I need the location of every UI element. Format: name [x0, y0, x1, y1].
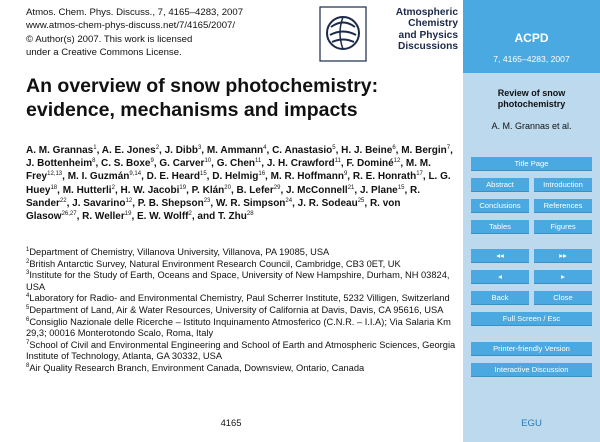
author-separator: ,	[280, 184, 286, 196]
author-separator: ,	[96, 145, 102, 156]
author-separator: ,	[131, 211, 138, 223]
author-separator: ,	[95, 158, 102, 170]
author-separator: ,	[292, 197, 298, 209]
author-separator: ,	[347, 171, 353, 183]
author-name: M. M. Frey	[26, 158, 431, 183]
author-affiliation-marker: 1	[93, 145, 97, 151]
author-name: M. R. Hoffmann	[270, 171, 344, 183]
affiliation-number: 4	[26, 293, 30, 300]
author-affiliation-marker: 15	[199, 171, 207, 178]
author-name: J. Savarino	[72, 197, 126, 209]
copyright: © Author(s) 2007. This work is licensed	[26, 33, 193, 45]
author-separator: ,	[159, 145, 165, 156]
author-separator: ,	[340, 158, 347, 170]
prev-page-button[interactable]: ◂	[471, 270, 529, 284]
affiliation-number: 1	[26, 247, 30, 253]
full-screen-button[interactable]: Full Screen / Esc	[471, 312, 592, 326]
author-affiliation-marker: 12	[125, 197, 133, 204]
affiliation	[26, 259, 456, 271]
author-separator: ,	[62, 171, 68, 183]
author-name: G. Chen	[216, 158, 256, 170]
author-name: P. Klán	[191, 184, 225, 196]
affiliation-number: 8	[26, 362, 30, 369]
author-separator: ,	[211, 158, 217, 170]
author-affiliation-marker: 19	[179, 184, 187, 191]
author-affiliation-marker: 2	[188, 211, 192, 218]
author-name: R. E. Honrath	[352, 171, 417, 183]
author-name: J. McConnell	[286, 184, 348, 196]
affiliation-text: Air Quality Research Branch, Environment Canada, Downsview, Ontario, Canada	[29, 362, 365, 373]
author-affiliation-marker: 11	[334, 158, 341, 165]
author-affiliation-marker: 4	[263, 145, 267, 151]
author-affiliation-marker: 15	[397, 184, 405, 191]
affiliation-text: Department of Land, Air & Water Resources, University of California at Davis, Davis, CA 95616, USA	[29, 304, 444, 315]
sidebar-paper-title: Review of snow photochemistry	[497, 88, 566, 109]
affiliation-text: School of Civil and Environmental Engineering and School of Earth and Atmospheric Sciences, Georgia Institute of Technology, Atlanta, GA 30332, USA	[26, 339, 456, 362]
affiliation-text: Institute for the Study of Earth, Oceans and Space, University of New Hampshire, Durham, NH 03824, USA	[26, 270, 450, 292]
journal-volume: 7, 4165–4283, 2007	[493, 54, 570, 64]
last-page-button[interactable]: ▸▸	[534, 249, 592, 263]
author-name: R. Sander	[26, 184, 420, 209]
author-affiliation-marker: 18	[50, 184, 58, 191]
author-separator: ,	[114, 184, 121, 196]
author-separator: ,	[261, 158, 267, 170]
author-affiliation-marker: 26,27	[61, 211, 77, 218]
author-name: A. M. Grannas	[26, 145, 94, 156]
author-separator: ,	[364, 197, 370, 209]
author-affiliation-marker: 10	[204, 158, 212, 165]
affiliation-text: Department of Chemistry, Villanova University, Villanova, PA 19085, USA	[29, 247, 330, 257]
journal-logo	[318, 4, 460, 66]
logo-line: Discussions	[397, 41, 458, 53]
journal-url[interactable]: www.atmos-chem-phys-discuss.net/7/4165/2007/	[26, 20, 236, 32]
logo-line: Chemistry	[408, 18, 458, 30]
affiliation-list	[26, 247, 456, 375]
title-line: evidence, mechanisms and impacts	[26, 99, 358, 121]
author-name: B. Lefer	[236, 184, 274, 196]
author-name: A. E. Jones	[101, 145, 156, 156]
author-separator: ,	[66, 197, 73, 209]
author-affiliation-marker: 8	[92, 158, 96, 165]
author-affiliation-marker: 3	[197, 145, 202, 151]
author-affiliation-marker: 11	[255, 158, 262, 165]
author-affiliation-marker: 9	[343, 171, 348, 178]
title-page-button[interactable]: Title Page	[471, 157, 592, 171]
paper-title	[26, 74, 446, 122]
author-separator: , and	[191, 211, 218, 223]
author-separator: ,	[186, 184, 192, 196]
interactive-discussion-button[interactable]: Interactive Discussion	[471, 363, 592, 377]
sidebar-header	[463, 0, 600, 73]
close-button[interactable]: Close	[534, 291, 592, 305]
author-separator: ,	[265, 171, 271, 183]
author-separator: ,	[206, 171, 213, 183]
author-affiliation-marker: 9,14	[129, 171, 142, 178]
author-separator: ,	[266, 145, 273, 156]
affiliation	[26, 363, 456, 375]
author-name: F. Dominé	[346, 158, 394, 170]
affiliation-number: 5	[26, 304, 30, 311]
author-separator: ,	[230, 184, 237, 196]
affiliation-number: 7	[26, 339, 30, 346]
sidebar	[463, 0, 600, 442]
author-affiliation-marker: 21	[347, 184, 355, 191]
author-separator: ,	[57, 184, 63, 196]
author-affiliation-marker: 2	[111, 184, 115, 191]
abstract-button[interactable]: Abstract	[471, 178, 529, 192]
citation: Atmos. Chem. Phys. Discuss., 7, 4165–4283, 2007	[26, 7, 244, 18]
author-affiliation-marker: 16	[258, 171, 266, 178]
author-separator: ,	[422, 171, 429, 183]
author-name: J. Plane	[359, 184, 398, 196]
author-name: H. W. Jacobi	[120, 184, 180, 196]
printer-friendly-button[interactable]: Printer-friendly Version	[471, 342, 592, 356]
affiliation	[26, 293, 456, 305]
author-name: P. B. Shepson	[137, 197, 204, 209]
author-name: J. Dibb	[164, 145, 198, 156]
author-separator: ,	[76, 211, 83, 223]
first-page-button[interactable]: ◂◂	[471, 249, 529, 263]
author-affiliation-marker: 29	[273, 184, 281, 191]
globe-logo-icon	[318, 4, 368, 64]
author-name: R. Weller	[82, 211, 125, 223]
author-separator: ,	[335, 145, 342, 156]
logo-line: Atmospheric	[395, 7, 458, 18]
affiliation	[26, 270, 456, 293]
author-affiliation-marker: 12,13	[47, 171, 63, 178]
author-affiliation-marker: 24	[285, 197, 293, 204]
author-affiliation-marker: 6	[392, 145, 396, 151]
author-name: M. Hutterli	[62, 184, 112, 196]
back-button[interactable]: Back	[471, 291, 529, 305]
author-separator: ,	[141, 171, 147, 183]
egu-logo: EGU	[521, 418, 542, 429]
author-affiliation-marker: 2	[155, 145, 160, 151]
affiliation	[26, 305, 456, 317]
header-meta	[26, 6, 243, 60]
author-name: R. von Glasow	[26, 197, 401, 223]
license[interactable]: under a Creative Commons License.	[26, 47, 182, 59]
author-name: H. J. Beine	[341, 145, 393, 156]
author-name: J. Bottenheim	[26, 158, 93, 170]
journal-abbrev: ACPD	[514, 31, 549, 45]
author-affiliation-marker: 9	[150, 158, 154, 165]
author-name: W. R. Simpson	[215, 197, 286, 209]
conclusions-button[interactable]: Conclusions	[471, 199, 529, 213]
author-name: M. I. Guzmán	[67, 171, 130, 183]
page-number: 4165	[220, 417, 242, 428]
author-name: M. Ammann	[206, 145, 264, 156]
author-affiliation-marker: 23	[203, 197, 211, 204]
author-name: E. W. Wolff	[137, 211, 189, 223]
author-name: C. Anastasio	[272, 145, 333, 156]
figures-button[interactable]: Figures	[534, 220, 592, 234]
author-affiliation-marker: 28	[246, 211, 254, 218]
author-affiliation-marker: 25	[357, 197, 365, 204]
author-name: T. Zhu	[217, 211, 247, 223]
affiliation-number: 2	[26, 258, 30, 265]
author-separator: ,	[354, 184, 360, 196]
author-name: D. Helmig	[212, 171, 259, 183]
author-separator: ,	[395, 145, 402, 156]
author-affiliation-marker: 7	[446, 145, 451, 151]
author-separator: ,	[450, 145, 453, 156]
author-list	[26, 144, 454, 223]
author-separator: ,	[404, 184, 410, 196]
affiliation	[26, 317, 456, 340]
affiliation	[26, 340, 456, 363]
author-separator: ,	[153, 158, 160, 170]
author-affiliation-marker: 19	[124, 211, 132, 218]
affiliation	[26, 247, 456, 259]
author-separator: ,	[201, 145, 207, 156]
author-separator: ,	[132, 197, 138, 209]
author-name: J. H. Crawford	[266, 158, 335, 170]
next-page-button[interactable]: ▸	[534, 270, 592, 284]
author-separator: ,	[210, 197, 216, 209]
author-name: C. S. Boxe	[101, 158, 151, 170]
author-affiliation-marker: 12	[393, 158, 401, 165]
affiliation-text: Laboratory for Radio- and Environmental Chemistry, Paul Scherrer Institute, 5232 Villigen, Switzerland	[29, 293, 450, 304]
affiliation-number: 6	[26, 316, 30, 323]
affiliation-text: British Antarctic Survey, Natural Environment Research Council, Cambridge, CB3 0ET, UK	[29, 258, 401, 269]
author-affiliation-marker: 20	[224, 184, 231, 191]
references-button[interactable]: References	[534, 199, 592, 213]
author-affiliation-marker: 17	[416, 171, 423, 178]
author-affiliation-marker: 22	[59, 197, 67, 204]
sidebar-authors: A. M. Grannas et al.	[491, 121, 572, 131]
introduction-button[interactable]: Introduction	[534, 178, 592, 192]
author-separator: ,	[400, 158, 406, 170]
affiliation-number: 3	[26, 270, 30, 277]
author-name: L. G. Huey	[26, 171, 451, 196]
logo-line: and Physics	[398, 29, 458, 41]
author-name: D. E. Heard	[146, 171, 200, 183]
author-name: M. Bergin	[401, 145, 447, 156]
author-affiliation-marker: 5	[332, 145, 336, 151]
tables-button[interactable]: Tables	[471, 220, 529, 234]
affiliation-text: Consiglio Nazionale delle Ricerche – Istituto Inquinamento Atmosferico (C.N.R. – I.I.A); Via Salaria Km 29,3; 00016 Monterotondo Scalo, Roma, Italy	[26, 316, 451, 339]
logo-text	[366, 7, 458, 53]
author-name: G. Carver	[159, 158, 205, 170]
title-line: An overview of snow photochemistry:	[26, 75, 379, 97]
author-name: J. R. Sodeau	[297, 197, 358, 209]
